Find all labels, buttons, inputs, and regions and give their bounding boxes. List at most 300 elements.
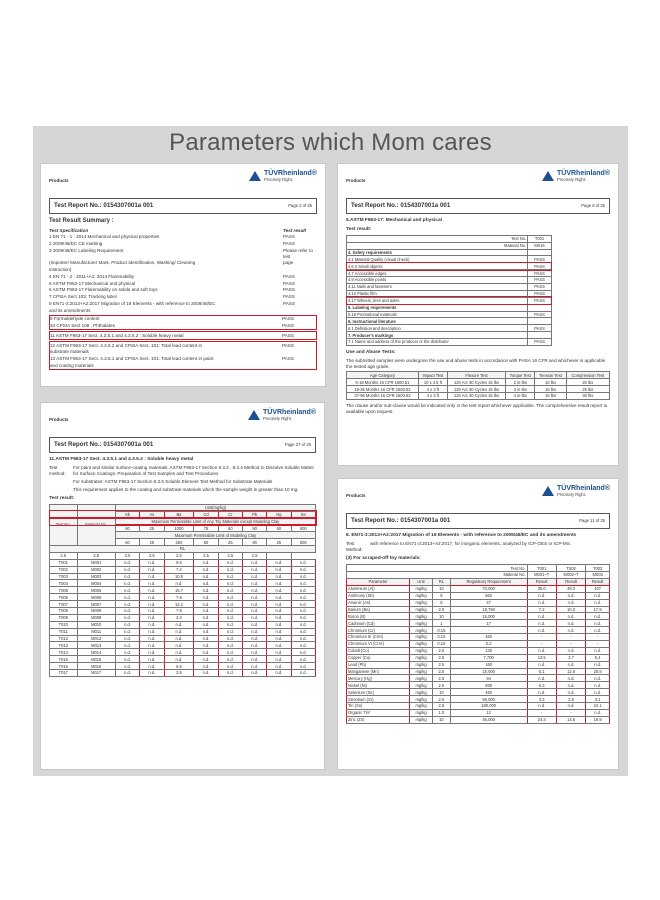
- tuv-logo: [249, 170, 317, 182]
- summary-spec: instruction): [49, 267, 72, 273]
- table-cell: M008: [77, 608, 115, 615]
- summary-result: PASS: [283, 294, 295, 300]
- table-cell: 107: [586, 585, 610, 592]
- summary-result: PASS: [283, 287, 295, 293]
- table-row: [347, 290, 552, 297]
- table-row: [347, 277, 552, 284]
- abuse-table: [346, 371, 610, 400]
- tuv-slogan: Precisely Right.: [557, 177, 587, 182]
- table-cell: 12: [450, 709, 527, 716]
- table-cell: Material No.: [347, 572, 528, 579]
- table-cell: 5. Labeling requirements: [347, 304, 528, 311]
- products-label: Products: [49, 417, 69, 422]
- table-cell: n.d.: [194, 594, 218, 601]
- table-cell: n.d.: [164, 656, 194, 663]
- summary-row: [50, 342, 316, 349]
- table-row: [50, 601, 316, 608]
- table-row: [347, 585, 610, 592]
- table-cell: Lead (Pb): [347, 661, 410, 668]
- summary-spec: 12 ASTM F963-17 Sect. 4.3.5.2 and CPSIA Sect. 101: Total lead content in: [50, 342, 203, 348]
- table-cell: T008: [50, 608, 78, 615]
- table-cell: n.d.: [140, 628, 164, 635]
- table-cell: Arsenic (As): [347, 599, 410, 606]
- summary-spec: 1 EN 71 - 1 : 2014 Mechanical and physical properties: [49, 234, 160, 240]
- table-cell: 35.0: [527, 585, 556, 592]
- table-cell: mg/kg: [410, 682, 433, 689]
- table-row: [347, 613, 610, 620]
- table-cell: Chromium (Cr): [347, 627, 410, 634]
- table-cell: 17: [450, 620, 527, 627]
- method-label: Test method:: [49, 465, 66, 476]
- table-cell: T016: [50, 663, 78, 670]
- summary-result: [282, 349, 316, 355]
- table-cell: Sb: [115, 511, 139, 518]
- table-cell: n.d.: [291, 670, 315, 677]
- tuv-brand: TÜVRheinland®: [557, 170, 610, 177]
- table-row: [50, 559, 316, 566]
- table-cell: T001: [527, 565, 556, 572]
- table-cell: n.d.: [242, 642, 266, 649]
- table-cell: 7.2: [527, 606, 556, 613]
- table-cell: n.d.: [586, 689, 610, 696]
- table-cell: 24.3: [527, 716, 556, 723]
- summary-spec: substrate materials: [50, 349, 89, 355]
- table-cell: 250: [164, 539, 194, 546]
- table-cell: 4.11 Nails and fasteners: [347, 283, 528, 290]
- table-cell: 5: [433, 599, 451, 606]
- table-cell: n.d.: [291, 580, 315, 587]
- table-cell: M004: [77, 580, 115, 587]
- table-cell: 7.2: [164, 566, 194, 573]
- table-row: [347, 263, 552, 270]
- table-cell: 10: [433, 613, 451, 620]
- table-row: [50, 628, 316, 635]
- table-cell: 2.5: [433, 696, 451, 703]
- table-cell: n.d.: [242, 663, 266, 670]
- table-row: [347, 249, 552, 256]
- table-cell: n.d.: [556, 647, 585, 654]
- table-cell: n.d.: [586, 599, 610, 606]
- table-cell: T012: [50, 635, 78, 642]
- summary-result: [283, 308, 317, 314]
- table-cell: n.d.: [218, 621, 242, 628]
- table-cell: n.d.: [556, 682, 585, 689]
- table-cell: n.d.: [586, 592, 610, 599]
- table-cell: n.d.: [218, 594, 242, 601]
- section-title: 11.ASTM F963-17 Sect. 4.3.5.1 and 4.3.5.2 : Soluble heavy metal: [49, 456, 194, 462]
- table-cell: Strontium (Sr): [347, 696, 410, 703]
- table-cell: n.d.: [194, 580, 218, 587]
- table-cell: T004: [50, 580, 78, 587]
- table-cell: n.d.: [242, 614, 266, 621]
- table-cell: n.d.: [556, 613, 585, 620]
- table-row: [347, 661, 610, 668]
- tuv-logo: [542, 170, 610, 182]
- table-cell: 2.7: [556, 654, 585, 661]
- products-label: Products: [346, 493, 366, 498]
- col-spec: Test Specification: [49, 227, 89, 233]
- tuv-triangle-icon: [542, 171, 554, 181]
- highlight-box: [49, 315, 317, 330]
- mechanical-table: [346, 235, 552, 346]
- table-cell: 56,000: [450, 696, 527, 703]
- table-row: [347, 393, 610, 400]
- table-cell: T011: [50, 628, 78, 635]
- col-result: Test result: [283, 227, 307, 233]
- table-cell: n.d.: [218, 614, 242, 621]
- table-cell: n.d.: [267, 580, 291, 587]
- table-cell: n.d.: [164, 635, 194, 642]
- table-cell: n.d.: [242, 573, 266, 580]
- table-cell: 930: [450, 682, 527, 689]
- table-cell: 2.5: [556, 696, 585, 703]
- table-cell: n.d.: [140, 559, 164, 566]
- table-row: [347, 668, 610, 675]
- table-cell: M006: [77, 594, 115, 601]
- table-cell: n.d.: [291, 573, 315, 580]
- table-row: [347, 696, 610, 703]
- summary-row: [49, 307, 317, 314]
- table-cell: n.d.: [218, 559, 242, 566]
- table-cell: n.d.: [140, 601, 164, 608]
- table-cell: 1.0: [433, 709, 451, 716]
- table-cell: T014: [50, 649, 78, 656]
- table-cell: n.d.: [242, 649, 266, 656]
- table-cell: n.d.: [115, 614, 139, 621]
- table-cell: Nickel (Ni): [347, 682, 410, 689]
- table-cell: n.d.: [556, 703, 585, 710]
- table-cell: PASS: [528, 290, 552, 297]
- table-cell: n.d.: [218, 573, 242, 580]
- table-cell: n.d.: [115, 642, 139, 649]
- table-cell: Hg: [267, 511, 291, 518]
- table-cell: mg/kg: [410, 654, 433, 661]
- method-label: Test Method:: [346, 541, 363, 552]
- summary-spec: 6 ASTM F963-17 Flammability on solids and soft toys: [49, 287, 158, 293]
- table-cell: n.d.: [218, 608, 242, 615]
- table-cell: 7.8: [164, 608, 194, 615]
- table-row: [347, 304, 552, 311]
- table-cell: 2.5: [433, 661, 451, 668]
- test-result-label: Test result:: [346, 226, 372, 232]
- table-header: Unit: [410, 578, 433, 585]
- summary-result: [283, 267, 317, 273]
- table-cell: n.d.: [242, 628, 266, 635]
- table-cell: n.d.: [140, 614, 164, 621]
- table-row: [347, 339, 552, 346]
- table-cell: n.d.: [194, 608, 218, 615]
- table-cell: n.d.: [267, 663, 291, 670]
- report-number-box: [49, 437, 316, 453]
- table-cell: n.d.: [527, 661, 556, 668]
- table-cell: n.d.: [267, 656, 291, 663]
- table-cell: n.d.: [140, 649, 164, 656]
- table-cell: [528, 332, 552, 339]
- table-cell: 5.4: [586, 654, 610, 661]
- table-row: [50, 608, 316, 615]
- table-cell: 3.1: [586, 696, 610, 703]
- table-cell: 60: [115, 525, 139, 532]
- table-cell: 130: [450, 647, 527, 654]
- tuv-logo: [248, 409, 316, 421]
- table-cell: n.d.: [242, 621, 266, 628]
- table-cell: n.d.: [267, 608, 291, 615]
- table-cell: 4.7 Accessible edges: [347, 270, 528, 277]
- table-cell: PASS: [528, 283, 552, 290]
- table-row: [347, 675, 610, 682]
- abuse-title: Use and Abuse Tests:: [346, 349, 396, 355]
- table-cell: 10 lbs: [535, 379, 566, 386]
- table-row: [347, 372, 610, 379]
- table-cell: 25: [140, 525, 164, 532]
- table-cell: n.d.: [140, 594, 164, 601]
- table-cell: n.d.: [242, 601, 266, 608]
- summary-row: [49, 294, 317, 301]
- table-cell: n.d.: [194, 621, 218, 628]
- tuv-brand: TÜVRheinland®: [557, 485, 610, 492]
- table-cell: n.d.: [194, 670, 218, 677]
- requirement-text: This requirement applies to the coating and substrate materials which the sample weight is greater than 10 mg.: [73, 486, 299, 492]
- table-cell: 2.5: [140, 552, 164, 559]
- summary-spec: 9 Formaldehyde content: [50, 316, 100, 322]
- table-cell: [528, 318, 552, 325]
- table-cell: Cd: [194, 511, 218, 518]
- table-cell: n.d.: [556, 627, 585, 634]
- table-cell: n.d.: [527, 592, 556, 599]
- table-cell: 0.15: [433, 634, 451, 641]
- page-number: Page 8 of 25: [581, 203, 605, 209]
- table-cell: n.d.: [267, 649, 291, 656]
- table-cell: 49.3: [556, 585, 585, 592]
- table-cell: mg/kg: [410, 592, 433, 599]
- table-cell: n.d.: [194, 601, 218, 608]
- table-cell: 2.5: [433, 647, 451, 654]
- table-cell: 2.5: [77, 552, 115, 559]
- table-cell: n.d.: [267, 559, 291, 566]
- summary-row: [50, 362, 316, 369]
- table-cell: 560: [450, 592, 527, 599]
- table-row: [50, 573, 316, 580]
- report-number-box: [49, 198, 317, 214]
- table-cell: 2.5: [164, 552, 194, 559]
- table-cell: 47: [450, 599, 527, 606]
- table-cell: n.d.: [586, 675, 610, 682]
- table-cell: 4.1 Material Quality (visual check): [347, 256, 528, 263]
- table-cell: T009: [50, 614, 78, 621]
- table-cell: n.d.: [267, 635, 291, 642]
- table-cell: n.d.: [140, 663, 164, 670]
- table-cell: -: [527, 640, 556, 647]
- table-cell: Pb: [242, 511, 266, 518]
- table-cell: n.d.: [218, 670, 242, 677]
- table-row: [347, 599, 610, 606]
- table-cell: 25 lbs: [566, 386, 609, 393]
- summary-spec: 3 2009/48/EC Labeling Requirement: [49, 247, 124, 253]
- table-cell: n.d.: [115, 601, 139, 608]
- table-cell: Aluminium (Al): [347, 585, 410, 592]
- table-cell: n.d.: [556, 661, 585, 668]
- table-cell: n.d.: [586, 620, 610, 627]
- table-cell: 5: [433, 592, 451, 599]
- tuv-triangle-icon: [248, 410, 260, 420]
- table-cell: n.d.: [291, 649, 315, 656]
- table-cell: 5.1: [527, 668, 556, 675]
- tuv-brand: TÜVRheinland®: [264, 170, 317, 177]
- table-cell: M011: [77, 628, 115, 635]
- table-cell: Material No.: [347, 242, 528, 249]
- table-row: [347, 703, 610, 710]
- table-row: [347, 634, 610, 641]
- table-cell: mg/kg: [410, 716, 433, 723]
- table-cell: n.d.: [115, 649, 139, 656]
- table-cell: mg/kg: [410, 647, 433, 654]
- table-cell: n.d.: [242, 559, 266, 566]
- table-cell: M001: [77, 559, 115, 566]
- table-cell: n.d.: [291, 608, 315, 615]
- table-cell: n.d.: [115, 559, 139, 566]
- table-row: [347, 565, 610, 572]
- table-cell: 6. Instructional literature: [347, 318, 528, 325]
- table-cell: n.d.: [267, 587, 291, 594]
- table-cell: n.d.: [140, 635, 164, 642]
- table-cell: n.d.: [556, 620, 585, 627]
- summary-row: [49, 280, 317, 287]
- page-number: Page 2 of 25: [288, 203, 312, 209]
- report-number-box: [346, 513, 610, 529]
- table-cell: 2 in-lbs: [506, 379, 535, 386]
- table-cell: Mercury (Hg): [347, 675, 410, 682]
- table-cell: n.d.: [115, 573, 139, 580]
- table-cell: n.d.: [586, 647, 610, 654]
- table-cell: -: [556, 709, 585, 716]
- summary-row: [49, 267, 317, 274]
- table-cell: 4.6.3 Small objects: [347, 263, 528, 270]
- summary-result: PASS: [282, 355, 294, 361]
- table-cell: 180,000: [450, 703, 527, 710]
- tuv-slogan: Precisely Right.: [264, 177, 294, 182]
- table-cell: T013: [50, 642, 78, 649]
- table-cell: Boron (B): [347, 613, 410, 620]
- table-row: [50, 587, 316, 594]
- summary-list: [49, 234, 317, 314]
- table-cell: n.d.: [291, 642, 315, 649]
- summary-row: [49, 234, 317, 241]
- method-row: [346, 541, 610, 553]
- table-cell: As: [140, 511, 164, 518]
- report-number: Test Report No.: 0154307001a 001: [54, 202, 154, 209]
- table-cell: T002: [556, 565, 585, 572]
- table-cell: M003: [77, 573, 115, 580]
- table-cell: 10: [433, 716, 451, 723]
- table-cell: -: [586, 634, 610, 641]
- table-row: [50, 546, 316, 553]
- table-cell: n.d.: [527, 599, 556, 606]
- table-cell: n.d.: [527, 613, 556, 620]
- table-cell: n.d.: [140, 670, 164, 677]
- table-cell: n.d.: [194, 559, 218, 566]
- table-cell: 12.2: [164, 601, 194, 608]
- summary-spec: (Importer/ Manufacturer Mark, Product Identification, Washing/ Cleaning: [49, 260, 196, 266]
- table-cell: 4.12 Plastic film: [347, 290, 528, 297]
- summary-spec: and its amendments: [49, 307, 91, 313]
- tuv-brand: TÜVRheinland®: [263, 409, 316, 416]
- table-cell: M002: [77, 566, 115, 573]
- table-cell: mg/kg: [410, 703, 433, 710]
- table-cell: n.d.: [218, 628, 242, 635]
- table-cell: n.d.: [140, 580, 164, 587]
- table-cell: [528, 304, 552, 311]
- table-cell: n.d.: [267, 670, 291, 677]
- table-cell: 7. Producer's markings: [347, 332, 528, 339]
- summary-spec: 7 CPSIA Sect 103: Tracking label: [49, 294, 117, 300]
- table-cell: T001: [50, 559, 78, 566]
- page-number: Page 11 of 25: [579, 518, 605, 524]
- method-text: For paint and similar surface-coating materials: ASTM F963-17 Section 8.3.2 , 8.3.4 Method to Dissolve Soluble Matter for Surface Coatings; Preparation of Test Samples and Test Procedures: [73, 465, 315, 476]
- summary-spec: and coating materials: [50, 362, 94, 368]
- table-row: [347, 682, 610, 689]
- table-cell: n.d.: [291, 628, 315, 635]
- table-cell: 20 lbs: [566, 379, 609, 386]
- table-cell: 10.3: [556, 606, 585, 613]
- summary-result: PASS: [282, 332, 294, 338]
- table-row: [347, 709, 610, 716]
- table-cell: 2.5: [218, 552, 242, 559]
- table-cell: 2.5: [433, 606, 451, 613]
- table-cell: n.d.: [527, 647, 556, 654]
- table-cell: PASS: [528, 311, 552, 318]
- subsection-title: (3) For scraped-off toy materials:: [346, 556, 421, 562]
- table-cell: mg/kg: [410, 634, 433, 641]
- table-cell: 50: [194, 539, 218, 546]
- table-cell: Manganese (Mn): [347, 668, 410, 675]
- method-text: with reference to EN71-3:2013+A2:2017, for inorganic elements, analyzed by ICP-OES or ICP-MS.: [370, 541, 572, 547]
- table-cell: n.d.: [586, 627, 610, 634]
- table-row: [347, 647, 610, 654]
- tuv-triangle-icon: [249, 171, 261, 181]
- table-cell: n.d.: [115, 670, 139, 677]
- table-cell: Organic Tin*: [347, 709, 410, 716]
- summary-row: [50, 355, 316, 362]
- table-cell: PASS: [528, 270, 552, 277]
- section-title: 5.ASTM F963-17: Mechanical and physical: [346, 217, 442, 223]
- table-cell: 94: [450, 675, 527, 682]
- table-cell: 46,000: [450, 716, 527, 723]
- table-cell: n.d.: [267, 601, 291, 608]
- table-cell: 17.9: [586, 606, 610, 613]
- table-cell: 7.8: [164, 594, 194, 601]
- table-cell: T015: [50, 656, 78, 663]
- table-cell: Copper (Cu): [347, 654, 410, 661]
- table-cell: n.d.: [527, 703, 556, 710]
- table-cell: n.d.: [218, 580, 242, 587]
- table-cell: n.d.: [218, 601, 242, 608]
- table-cell: 9.5: [164, 559, 194, 566]
- table-cell: mg/kg: [410, 661, 433, 668]
- table-cell: n.d.: [194, 656, 218, 663]
- table-cell: T005: [50, 587, 78, 594]
- table-cell: 2.5: [115, 552, 139, 559]
- table-cell: M013: [77, 642, 115, 649]
- summary-spec: 13 ASTM F963-17 Sect. 4.3.5.1 and CPSIA Sect. 101: Total lead content in paint: [50, 355, 214, 361]
- table-cell: n.d.: [291, 635, 315, 642]
- table-row: [347, 572, 610, 579]
- table-row: [347, 578, 610, 585]
- table-cell: 15 lbs: [535, 393, 566, 400]
- report-page-heavy-metal: [40, 402, 325, 770]
- table-cell: Antimony (Sb): [347, 592, 410, 599]
- table-cell: 3.5: [164, 670, 194, 677]
- table-cell: 4. Safety requirements: [347, 249, 528, 256]
